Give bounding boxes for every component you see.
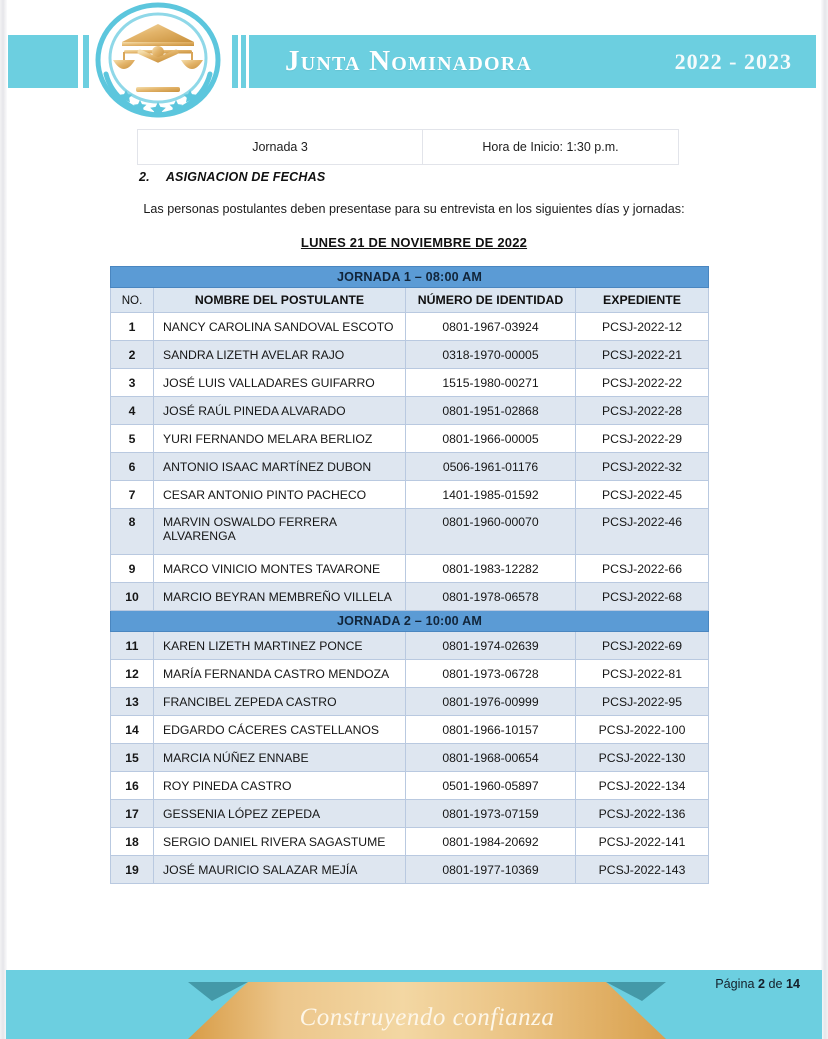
cell-nombre: GESSENIA LÓPEZ ZEPEDA bbox=[154, 800, 406, 828]
cell-expediente: PCSJ-2022-22 bbox=[576, 369, 709, 397]
cell-identidad: 0801-1978-06578 bbox=[406, 583, 576, 611]
cell-identidad: 0318-1970-00005 bbox=[406, 341, 576, 369]
cell-no: 12 bbox=[111, 660, 154, 688]
table-row bbox=[111, 828, 709, 856]
cell-nombre: MARCIO BEYRAN MEMBREÑO VILLELA bbox=[154, 583, 406, 611]
column-header-expediente: EXPEDIENTE bbox=[576, 288, 709, 313]
intro-paragraph: Las personas postulantes deben presentase para su entrevista en los siguientes días y jornadas: bbox=[143, 202, 685, 216]
cell-identidad: 0801-1983-12282 bbox=[406, 555, 576, 583]
table-row bbox=[111, 772, 709, 800]
cell-no: 7 bbox=[111, 481, 154, 509]
cell-nombre: JOSÉ LUIS VALLADARES GUIFARRO bbox=[154, 369, 406, 397]
cell-no: 19 bbox=[111, 856, 154, 884]
document-footer bbox=[0, 939, 828, 1039]
cell-nombre: YURI FERNANDO MELARA BERLIOZ bbox=[154, 425, 406, 453]
table-row bbox=[111, 744, 709, 772]
cell-expediente: PCSJ-2022-68 bbox=[576, 583, 709, 611]
cell-expediente: PCSJ-2022-21 bbox=[576, 341, 709, 369]
cell-no: 13 bbox=[111, 688, 154, 716]
table-row bbox=[111, 660, 709, 688]
cell-nombre: FRANCIBEL ZEPEDA CASTRO bbox=[154, 688, 406, 716]
cell-nombre: SANDRA LIZETH AVELAR RAJO bbox=[154, 341, 406, 369]
table-row bbox=[111, 688, 709, 716]
table-row bbox=[111, 716, 709, 744]
column-header-nombre: NOMBRE DEL POSTULANTE bbox=[154, 288, 406, 313]
schedule-table-wrapper bbox=[110, 266, 708, 884]
cell-no: 11 bbox=[111, 632, 154, 660]
cell-no: 14 bbox=[111, 716, 154, 744]
footer-slogan: Construyendo confianza bbox=[299, 1004, 555, 1031]
date-heading: LUNES 21 DE NOVIEMBRE DE 2022 bbox=[300, 235, 528, 250]
cell-no: 6 bbox=[111, 453, 154, 481]
cell-expediente: PCSJ-2022-66 bbox=[576, 555, 709, 583]
cell-identidad: 0801-1967-03924 bbox=[406, 313, 576, 341]
cell-nombre: MARCO VINICIO MONTES TAVARONE bbox=[154, 555, 406, 583]
cell-identidad: 0506-1961-01176 bbox=[406, 453, 576, 481]
cell-nombre: SERGIO DANIEL RIVERA SAGASTUME bbox=[154, 828, 406, 856]
cell-expediente: PCSJ-2022-81 bbox=[576, 660, 709, 688]
jornada-band-row bbox=[111, 611, 709, 632]
cell-nombre: MARVIN OSWALDO FERRERA ALVARENGA bbox=[154, 509, 406, 555]
cell-expediente: PCSJ-2022-143 bbox=[576, 856, 709, 884]
table-row bbox=[111, 453, 709, 481]
header-accent-block bbox=[8, 35, 78, 88]
cell-identidad: 0801-1984-20692 bbox=[406, 828, 576, 856]
document-body bbox=[0, 118, 828, 939]
cell-nombre: MARÍA FERNANDA CASTRO MENDOZA bbox=[154, 660, 406, 688]
cell-no: 17 bbox=[111, 800, 154, 828]
cell-expediente: PCSJ-2022-95 bbox=[576, 688, 709, 716]
cell-identidad: 0801-1973-07159 bbox=[406, 800, 576, 828]
cell-identidad: 0801-1951-02868 bbox=[406, 397, 576, 425]
cell-identidad: 0501-1960-05897 bbox=[406, 772, 576, 800]
header-accent-rule-1 bbox=[83, 35, 89, 88]
page-prefix: Página bbox=[715, 977, 755, 991]
table-row bbox=[138, 130, 679, 165]
cell-identidad: 0801-1976-00999 bbox=[406, 688, 576, 716]
cell-expediente: PCSJ-2022-45 bbox=[576, 481, 709, 509]
cell-identidad: 1401-1985-01592 bbox=[406, 481, 576, 509]
cell-nombre: CESAR ANTONIO PINTO PACHECO bbox=[154, 481, 406, 509]
cell-identidad: 0801-1966-00005 bbox=[406, 425, 576, 453]
column-header-identidad: NÚMERO DE IDENTIDAD bbox=[406, 288, 576, 313]
cell-expediente: PCSJ-2022-69 bbox=[576, 632, 709, 660]
cell-identidad: 0801-1968-00654 bbox=[406, 744, 576, 772]
cell-nombre: JOSÉ MAURICIO SALAZAR MEJÍA bbox=[154, 856, 406, 884]
table-row bbox=[111, 632, 709, 660]
cell-expediente: PCSJ-2022-136 bbox=[576, 800, 709, 828]
continued-jornada-table bbox=[137, 129, 679, 165]
hora-cell: Hora de Inicio: 1:30 p.m. bbox=[423, 130, 679, 165]
justice-scales-emblem-icon bbox=[92, 2, 224, 118]
cell-nombre: ROY PINEDA CASTRO bbox=[154, 772, 406, 800]
cell-no: 16 bbox=[111, 772, 154, 800]
table-row bbox=[111, 509, 709, 555]
cell-expediente: PCSJ-2022-130 bbox=[576, 744, 709, 772]
table-row bbox=[111, 856, 709, 884]
section-title: ASIGNACION DE FECHAS bbox=[165, 170, 326, 184]
column-header-no: NO. bbox=[111, 288, 154, 313]
cell-expediente: PCSJ-2022-28 bbox=[576, 397, 709, 425]
cell-expediente: PCSJ-2022-12 bbox=[576, 313, 709, 341]
header-accent-rule-3 bbox=[241, 35, 246, 88]
page-title: Junta Nominadora bbox=[285, 45, 533, 77]
cell-no: 3 bbox=[111, 369, 154, 397]
cell-identidad: 1515-1980-00271 bbox=[406, 369, 576, 397]
schedule-table bbox=[110, 266, 709, 884]
cell-expediente: PCSJ-2022-100 bbox=[576, 716, 709, 744]
table-row bbox=[111, 583, 709, 611]
cell-identidad: 0801-1973-06728 bbox=[406, 660, 576, 688]
cell-identidad: 0801-1974-02639 bbox=[406, 632, 576, 660]
page-middle: de bbox=[768, 977, 783, 991]
cell-no: 10 bbox=[111, 583, 154, 611]
cell-expediente: PCSJ-2022-46 bbox=[576, 509, 709, 555]
jornada-band-label: JORNADA 2 – 10:00 AM bbox=[111, 611, 709, 632]
page-number bbox=[715, 977, 800, 991]
cell-nombre: ANTONIO ISAAC MARTÍNEZ DUBON bbox=[154, 453, 406, 481]
cell-nombre: EDGARDO CÁCERES CASTELLANOS bbox=[154, 716, 406, 744]
table-row bbox=[111, 397, 709, 425]
footer-graphic bbox=[0, 939, 828, 1039]
table-row bbox=[111, 425, 709, 453]
cell-expediente: PCSJ-2022-29 bbox=[576, 425, 709, 453]
cell-no: 8 bbox=[111, 509, 154, 555]
table-row bbox=[111, 341, 709, 369]
cell-no: 9 bbox=[111, 555, 154, 583]
cell-identidad: 0801-1966-10157 bbox=[406, 716, 576, 744]
header-years: 2022 - 2023 bbox=[674, 48, 792, 74]
section-heading bbox=[139, 170, 325, 184]
header-banner bbox=[249, 35, 816, 88]
cell-nombre: KAREN LIZETH MARTINEZ PONCE bbox=[154, 632, 406, 660]
page-total: 14 bbox=[785, 977, 800, 991]
page-current: 2 bbox=[757, 977, 765, 991]
cell-no: 1 bbox=[111, 313, 154, 341]
table-row bbox=[111, 800, 709, 828]
cell-identidad: 0801-1960-00070 bbox=[406, 509, 576, 555]
column-header-row bbox=[111, 288, 709, 313]
cell-expediente: PCSJ-2022-141 bbox=[576, 828, 709, 856]
cell-expediente: PCSJ-2022-32 bbox=[576, 453, 709, 481]
cell-no: 2 bbox=[111, 341, 154, 369]
cell-no: 4 bbox=[111, 397, 154, 425]
cell-identidad: 0801-1977-10369 bbox=[406, 856, 576, 884]
section-number: 2. bbox=[139, 170, 150, 184]
jornada-band-label: JORNADA 1 – 08:00 AM bbox=[111, 267, 709, 288]
table-row bbox=[111, 481, 709, 509]
table-row bbox=[111, 313, 709, 341]
cell-no: 15 bbox=[111, 744, 154, 772]
cell-no: 18 bbox=[111, 828, 154, 856]
cell-nombre: MARCIA NÚÑEZ ENNABE bbox=[154, 744, 406, 772]
table-row bbox=[111, 369, 709, 397]
cell-nombre: JOSÉ RAÚL PINEDA ALVARADO bbox=[154, 397, 406, 425]
document-header bbox=[0, 0, 828, 118]
table-row bbox=[111, 555, 709, 583]
cell-expediente: PCSJ-2022-134 bbox=[576, 772, 709, 800]
jornada-cell: Jornada 3 bbox=[138, 130, 423, 165]
header-accent-rule-2 bbox=[232, 35, 238, 88]
jornada-band-row bbox=[111, 267, 709, 288]
cell-nombre: NANCY CAROLINA SANDOVAL ESCOTO bbox=[154, 313, 406, 341]
cell-no: 5 bbox=[111, 425, 154, 453]
